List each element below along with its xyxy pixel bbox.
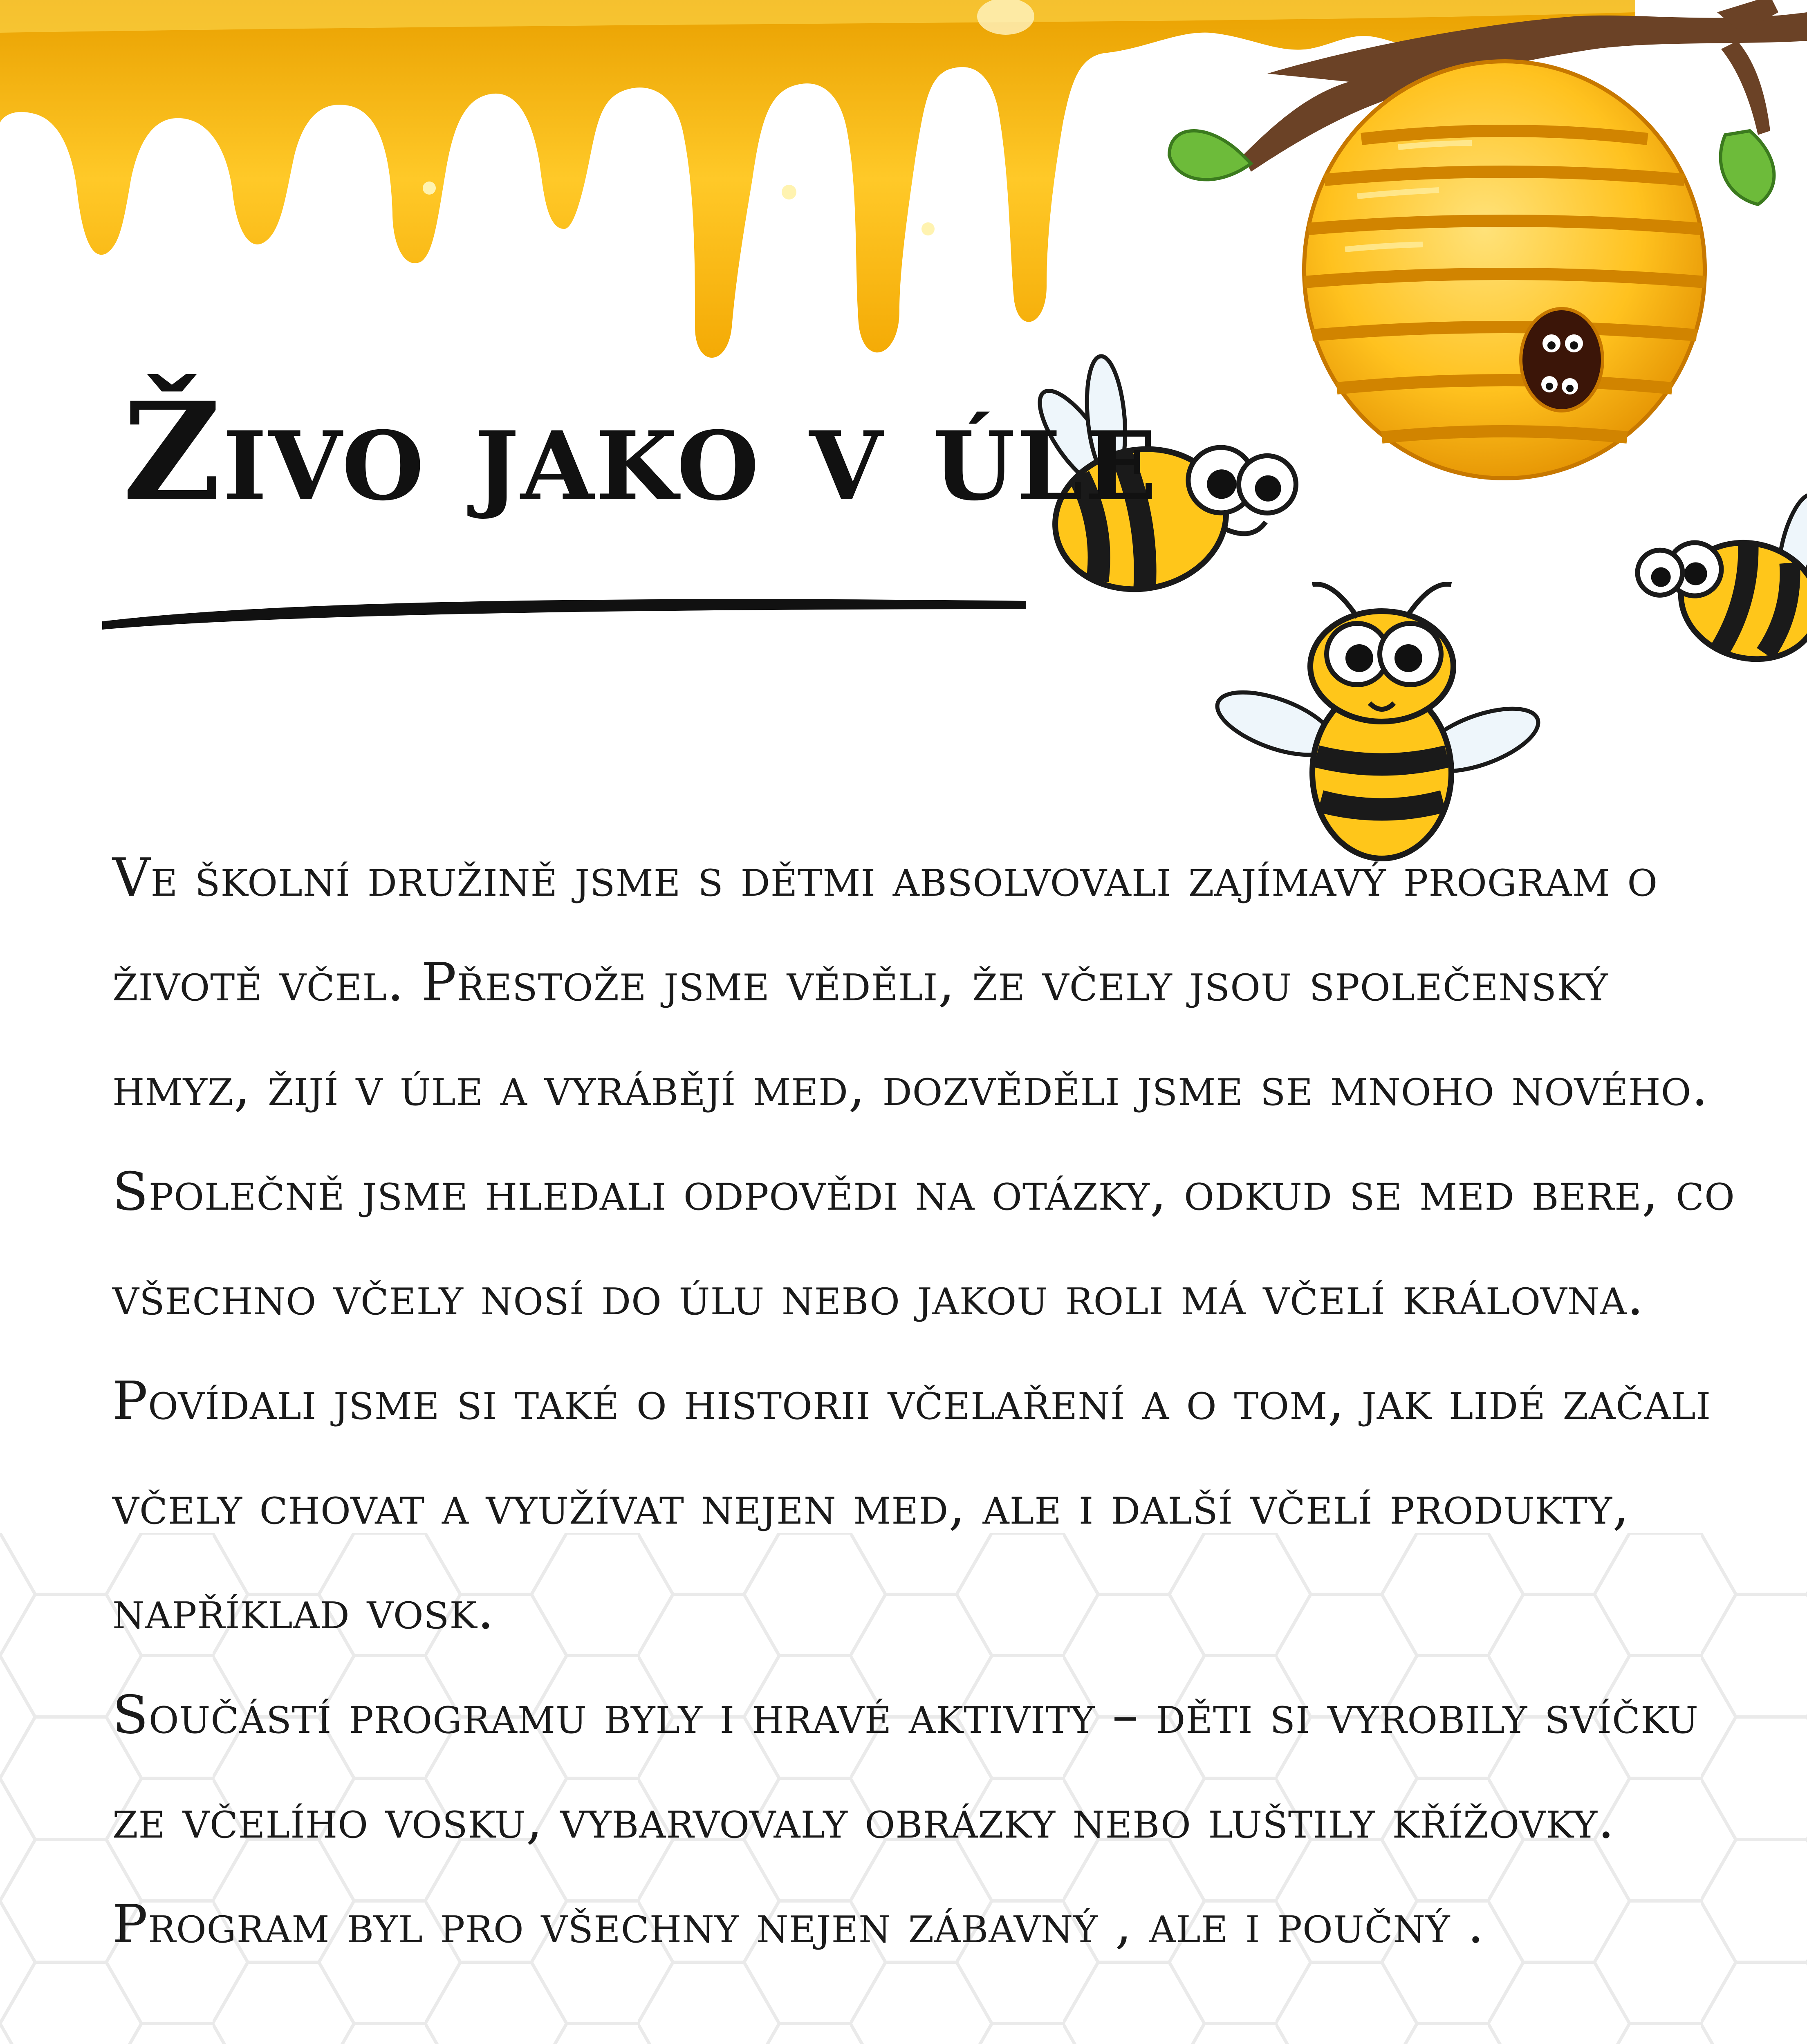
page-title: Živo jako v úle — [123, 372, 1159, 531]
leaf-icon — [1169, 131, 1251, 179]
paragraph: Součástí programu byly i hravé aktivity – děti si vyrobily svíčku ze včelího vosku, vybarvovaly obrázky nebo luštily křížovky. Program byl pro všechny nejen zábavný , ale i poučný . — [112, 1685, 1699, 1955]
bee-icon — [1210, 584, 1546, 858]
paragraph: Povídali jsme si také o historii včelaření a o tom, jak lidé začali včely chovat a využívat nejen med, ale i další včelí produkty, například vosk. — [112, 1371, 1711, 1641]
paragraph: Ve školní družině jsme s dětmi absolvovali zajímavý program o životě včel. Přestože jsme věděli, že včely jsou společenský hmyz, žijí v úle a vyrábějí med, dozvěděli jsme se mnoho nového. Společně jsme hledali odpovědi na otázky, odkud se med bere, co všechno včely nosí do úlu nebo jakou roli má včelí královna. — [112, 847, 1735, 1327]
article-body — [112, 826, 1748, 1977]
bee-icon — [1622, 456, 1807, 674]
beehive — [1304, 61, 1705, 478]
leaf-icon — [1721, 131, 1774, 204]
title-underline — [94, 585, 1034, 634]
